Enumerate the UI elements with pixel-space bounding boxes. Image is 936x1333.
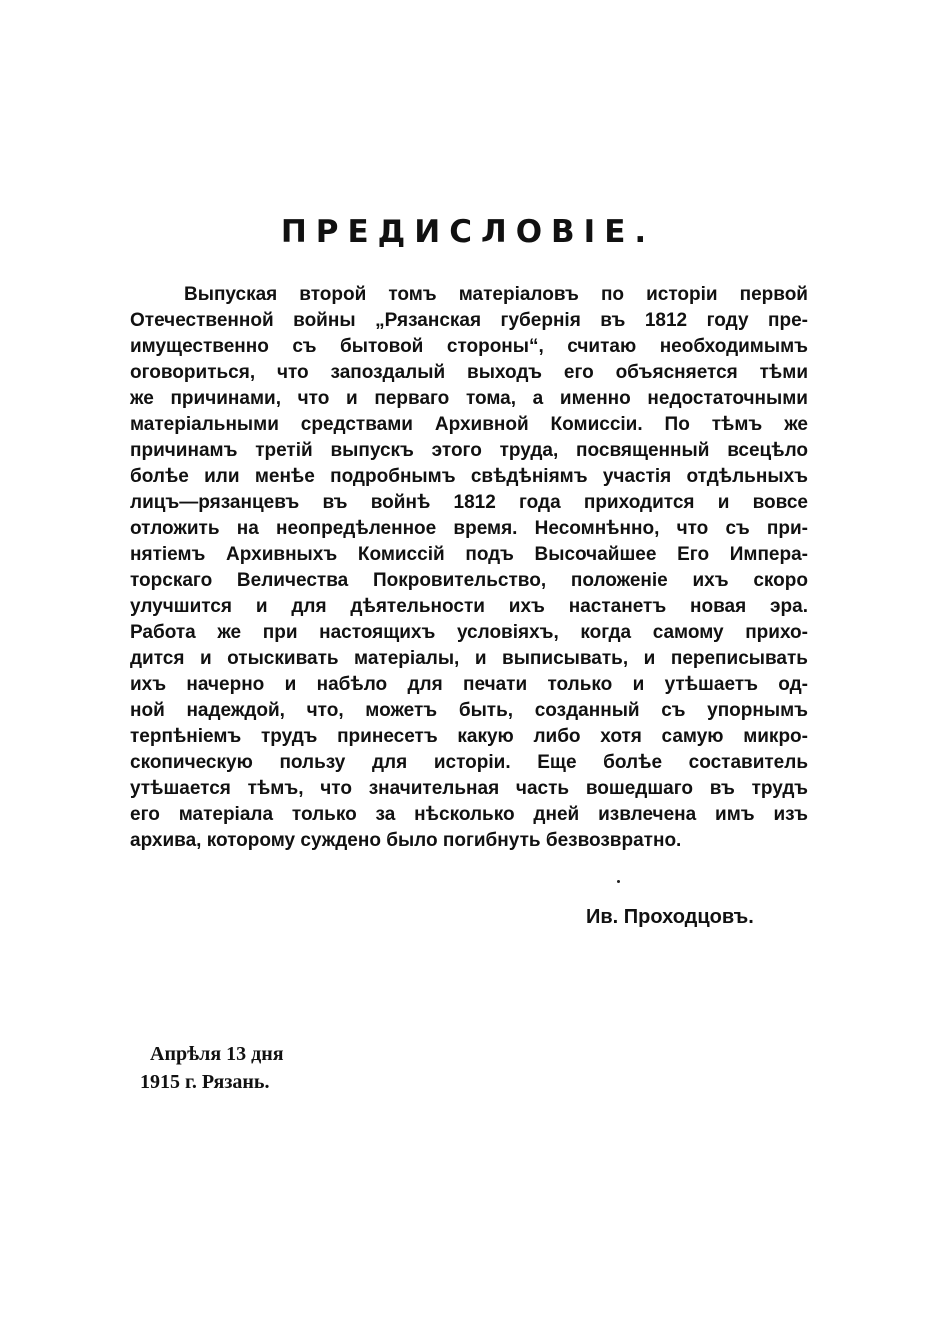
paragraph-line: утѣшается тѣмъ, что значительная часть вошедшаго въ трудъ [130, 778, 808, 799]
paragraph-line: ной надеждой, что, можетъ быть, созданный съ упорнымъ [130, 700, 808, 721]
page-title: ПРЕДИСЛОВІЕ. [280, 214, 656, 250]
paragraph-line: отложить на неопредѣленное время. Несомнѣнно, что съ при- [130, 518, 808, 539]
paragraph-line: имущественно съ бытовой стороны“, считаю необходимымъ [130, 336, 808, 357]
paragraph-line: ихъ начерно и набѣло для печати только и утѣшаетъ од- [130, 674, 808, 695]
paragraph-line: архива, которому суждено было погибнуть безвозвратно. [130, 830, 682, 851]
paragraph-line: причинамъ третій выпускъ этого труда, посвященный всецѣло [130, 440, 808, 461]
paragraph-line: терпѣніемъ трудъ принесетъ какую либо хотя самую микро- [130, 726, 808, 747]
paragraph-line: же причинами, что и перваго тома, а именно недостаточными [130, 388, 808, 409]
author-signature: Ив. Проходцовъ. [586, 906, 754, 928]
paragraph-line: торскаго Величества Покровительство, положеніе ихъ скоро [130, 570, 808, 591]
preface-paragraph [130, 282, 808, 854]
paragraph-line: дится и отыскивать матеріалы, и выписывать, и переписывать [130, 648, 808, 669]
paragraph-line: скопическую пользу для исторіи. Еще болѣе составитель [130, 752, 808, 773]
date-block [140, 1040, 284, 1096]
paragraph-line: болѣе или менѣе подробнымъ свѣдѣніямъ участія отдѣльныхъ [130, 466, 808, 487]
paragraph-line: Выпуская второй томъ матеріаловъ по исторіи первой [184, 284, 808, 305]
paragraph-line: Отечественной войны „Рязанская губернія въ 1812 году пре- [130, 310, 808, 331]
paragraph-line: оговориться, что запоздалый выходъ его объясняется тѣми [130, 362, 808, 383]
date-line: Апрѣля 13 дня [150, 1043, 284, 1065]
ink-speck [617, 880, 620, 883]
paragraph-line: его матеріала только за нѣсколько дней извлечена имъ изъ [130, 804, 808, 825]
date-line: 1915 г. Рязань. [140, 1071, 270, 1093]
paragraph-line: улучшится и для дѣятельности ихъ настанетъ новая эра. [130, 596, 808, 617]
paragraph-line: матеріальными средствами Архивной Комиссіи. По тѣмъ же [130, 414, 808, 435]
paragraph-line: нятіемъ Архивныхъ Комиссій подъ Высочайшее Его Импера- [130, 544, 808, 565]
paragraph-line: лицъ—рязанцевъ въ войнѣ 1812 года приходится и вовсе [130, 492, 808, 513]
paragraph-line: Работа же при настоящихъ условіяхъ, когда самому прихо- [130, 622, 808, 643]
